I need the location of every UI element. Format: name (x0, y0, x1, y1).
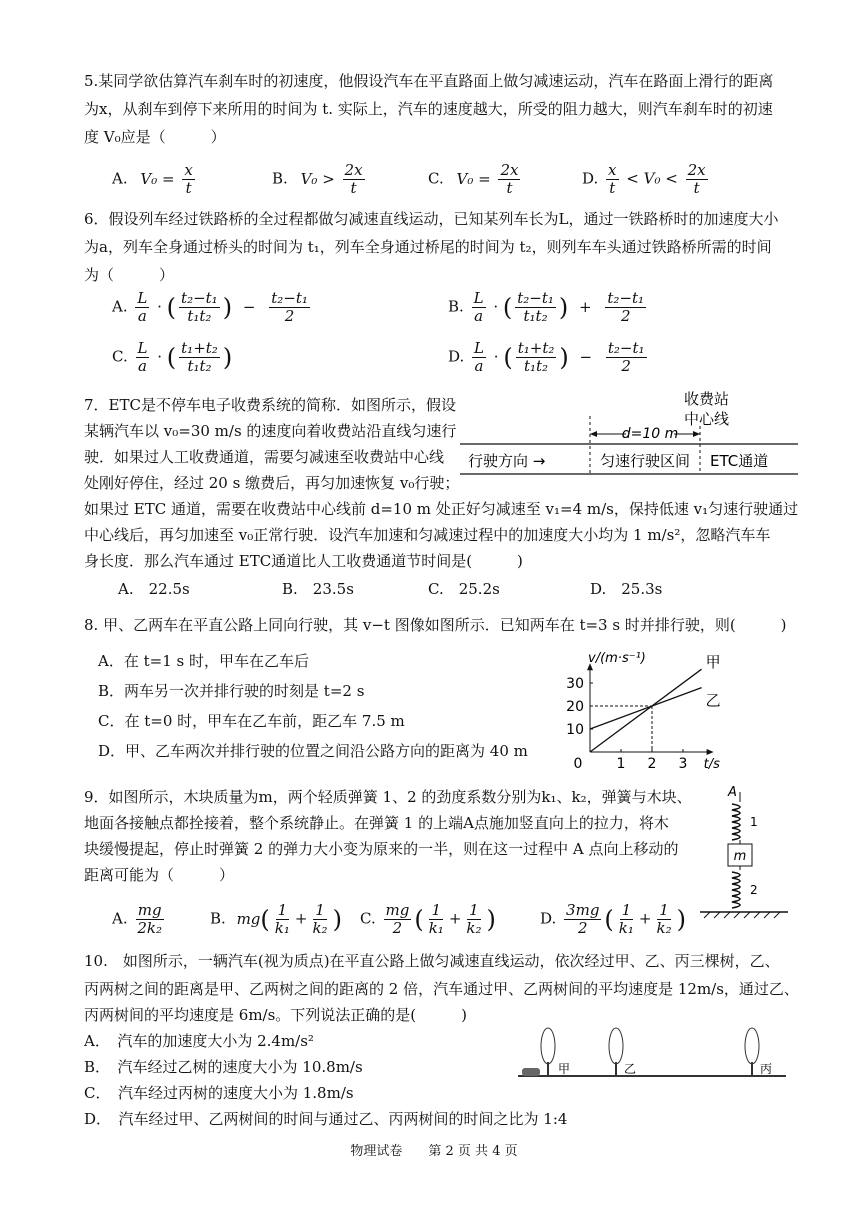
q7-line7: 身长度．那么汽车通过 ETC通道比人工收费通道节时间是( ) (84, 552, 523, 570)
q6-option-c[interactable]: C. $\frac{L}{a}$ · ( $\frac{\text{t₁+t₂}}{\text{t₁t₂}}$ ) (112, 339, 233, 375)
q7-line6: 中心线后，再匀加速至 v₀正常行驶．设汽车加速和匀减速过程中的加速度大小均为 1 m/s²，忽略汽车车 (84, 526, 771, 544)
tree-bing-label: 丙 (760, 1062, 773, 1076)
tree-jia-icon (541, 1028, 555, 1076)
q5-line1: 5.某同学欲估算汽车刹车时的初速度，他假设汽车在平直路面上做匀减速运动，汽车在路面上滑行的距离 (84, 72, 774, 90)
q10-line1: 10. 如图所示，一辆汽车(视为质点)在平直公路上做匀减速直线运动，依次经过甲、乙、丙三棵树，乙、 (84, 952, 780, 970)
q9-option-d[interactable]: D. $\frac{3mg}{2}$ ( $\frac{1}{\text{k₁}}$ + $\frac{1}{\text{k₂}}$ ) (540, 901, 686, 937)
q6-line3: 为（ ） (84, 266, 175, 284)
q5-option-b[interactable]: B. V₀ > $\frac{2x}{t}$ (272, 161, 363, 197)
q6-line2: 为a，列车全身通过桥头的时间为 t₁，列车全身通过桥尾的时间为 t₂，则列车车头通过铁路桥所需的时间 (84, 238, 772, 256)
etc-label: ETC通道 (710, 452, 769, 470)
q9-option-a[interactable]: A. $\frac{mg}{\text{2k₂}}$ (112, 901, 163, 937)
distance-label: d=10 m (621, 426, 679, 442)
q7-line1: 7．ETC是不停车电子收费系统的简称．如图所示，假设 (84, 396, 456, 414)
ground-hatch (704, 912, 780, 918)
q7-line5: 如果过 ETC 通道，需要在收费站中心线前 d=10 m 处正好匀减速至 v₁=4 m/s，保持低速 v₁匀速行驶通过 (84, 500, 799, 518)
q7-option-b[interactable]: B. 23.5s (282, 580, 354, 598)
series-line-0 (590, 669, 702, 752)
q8-option-b[interactable]: B．两车另一次并排行驶的时刻是 t=2 s (98, 682, 365, 700)
q7-option-c[interactable]: C. 25.2s (428, 580, 500, 598)
spring-2-label: 2 (750, 883, 758, 897)
spring-1 (732, 804, 740, 840)
q10-line3: 丙两树间的平均速度是 6m/s。下列说法正确的是( ) (84, 1006, 467, 1024)
q9-option-c[interactable]: C. $\frac{mg}{2}$ ( $\frac{1}{\text{k₁}}$ + $\frac{1}{\text{k₂}}$ ) (360, 901, 496, 937)
y-tick-label: 30 (566, 676, 584, 692)
q8-option-a[interactable]: A．在 t=1 s 时，甲车在乙车后 (98, 652, 309, 670)
q10-line2: 丙两树之间的距离是甲、乙两树之间的距离的 2 倍，汽车通过甲、乙两树间的平均速度是 12m/s，通过乙、 (84, 980, 799, 998)
x-tick-label: 1 (616, 756, 626, 770)
point-a-label: A (728, 785, 737, 800)
y-axis-label: v/(m·s⁻¹) (588, 651, 646, 666)
y-tick-label: 10 (566, 722, 584, 738)
q7-line3: 驶．如果过人工收费通道，需要匀减速至收费站中心线 (84, 448, 445, 466)
trees-figure (518, 1024, 788, 1084)
q6-option-d[interactable]: D. $\frac{L}{a}$ · ( $\frac{\text{t₁+t₂}}{\text{t₁t₂}}$ ) − $\frac{\text{t₂−t₁}}{2}$ (448, 339, 645, 375)
q6-option-a[interactable]: A. $\frac{L}{a}$ · ( $\frac{\text{t₂−t₁}}{\text{t₁t₂}}$ ) − $\frac{\text{t₂−t₁}}{2}$ (112, 289, 308, 325)
q5-line2: 为x，从刹车到停下来所用的时间为 t. 实际上，汽车的速度越大，所受的阻力越大，则汽车刹车时的初速 (84, 100, 773, 118)
q9-line4: 距离可能为（ ） (84, 866, 235, 884)
q5-option-c[interactable]: C. V₀ = $\frac{2x}{t}$ (428, 161, 519, 197)
q5-option-a[interactable]: A. V₀ = $\frac{x}{t}$ (112, 161, 193, 197)
car-icon (522, 1068, 540, 1076)
x-tick-label: 0 (573, 756, 583, 770)
q6-option-b[interactable]: B. $\frac{L}{a}$ · ( $\frac{\text{t₂−t₁}}{\text{t₁t₂}}$ ) + $\frac{\text{t₂−t₁}}{2}$ (448, 289, 645, 325)
series-label-0: 甲 (705, 653, 721, 672)
etc-figure (460, 386, 800, 478)
station-label: 收费站 (684, 390, 730, 408)
q5-option-d[interactable]: D. $\frac{x}{t}$ < V₀ < $\frac{2x}{t}$ (582, 161, 706, 197)
q10-option-b[interactable]: B． 汽车经过乙树的速度大小为 10.8m/s (84, 1058, 363, 1076)
q8-option-d[interactable]: D．甲、乙车两次并排行驶的位置之间沿公路方向的距离为 40 m (98, 742, 528, 760)
page-footer: 物理试卷 第 2 页 共 4 页 (350, 1144, 518, 1159)
direction-label: 行驶方向 → (468, 452, 546, 470)
tree-jia-label: 甲 (558, 1062, 571, 1076)
q6-line1: 6．假设列车经过铁路桥的全过程都做匀减速直线运动，已知某列车长为L，通过一铁路桥时的加速度大小 (84, 210, 779, 228)
q10-option-c[interactable]: C． 汽车经过丙树的速度大小为 1.8m/s (84, 1084, 354, 1102)
x-axis-label: t/s (703, 757, 720, 770)
q7-line2: 某辆汽车以 v₀=30 m/s 的速度向着收费站沿直线匀速行 (84, 422, 457, 440)
x-tick-label: 3 (678, 756, 688, 770)
block-label: m (733, 849, 747, 864)
q10-option-a[interactable]: A． 汽车的加速度大小为 2.4m/s² (84, 1032, 314, 1050)
q5-line3: 度 V₀应是（ ） (84, 128, 226, 146)
x-axis-arrow (707, 749, 714, 755)
q9-line3: 块缓慢提起，停止时弹簧 2 的弹力大小变为原来的一半，则在这一过程中 A 点向上移动的 (84, 840, 679, 858)
centerline-label: 中心线 (684, 410, 730, 428)
q7-line4: 处刚好停住，经过 20 s 缴费后，再匀加速恢复 v₀行驶； (84, 474, 460, 492)
q7-option-a[interactable]: A. 22.5s (118, 580, 190, 598)
spring-1-label: 1 (750, 815, 758, 829)
tree-yi-label: 乙 (624, 1062, 637, 1076)
q9-line2: 地面各接触点都拴接着，整个系统静止。在弹簧 1 的上端A点施加竖直向上的拉力，将木 (84, 814, 669, 832)
q7-option-d[interactable]: D. 25.3s (590, 580, 663, 598)
series-line-1 (590, 688, 702, 729)
vt-chart (560, 644, 740, 770)
series-label-1: 乙 (705, 691, 721, 710)
zone-label: 匀速行驶区间 (600, 452, 691, 470)
y-tick-label: 20 (566, 699, 584, 715)
spring-figure (700, 784, 790, 924)
q8-option-c[interactable]: C．在 t=0 时，甲车在乙车前，距乙车 7.5 m (98, 712, 405, 730)
tree-yi-icon (609, 1028, 623, 1076)
spring-2 (732, 872, 740, 908)
q9-line1: 9．如图所示，木块质量为m，两个轻质弹簧 1、2 的劲度系数分别为k₁、k₂，弹簧与木块、 (84, 788, 692, 806)
q8-line1: 8. 甲、乙两车在平直公路上同向行驶，其 v−t 图像如图所示．已知两车在 t=3 s 时并排行驶，则( ) (84, 616, 787, 634)
q9-option-b[interactable]: B. mg( $\frac{1}{\text{k₁}}$ + $\frac{1}{\text{k₂}}$ ) (210, 901, 342, 937)
x-tick-label: 2 (647, 756, 657, 770)
q10-option-d[interactable]: D． 汽车经过甲、乙两树间的时间与通过乙、丙两树间的时间之比为 1:4 (84, 1110, 568, 1128)
tree-bing-icon (745, 1028, 759, 1076)
